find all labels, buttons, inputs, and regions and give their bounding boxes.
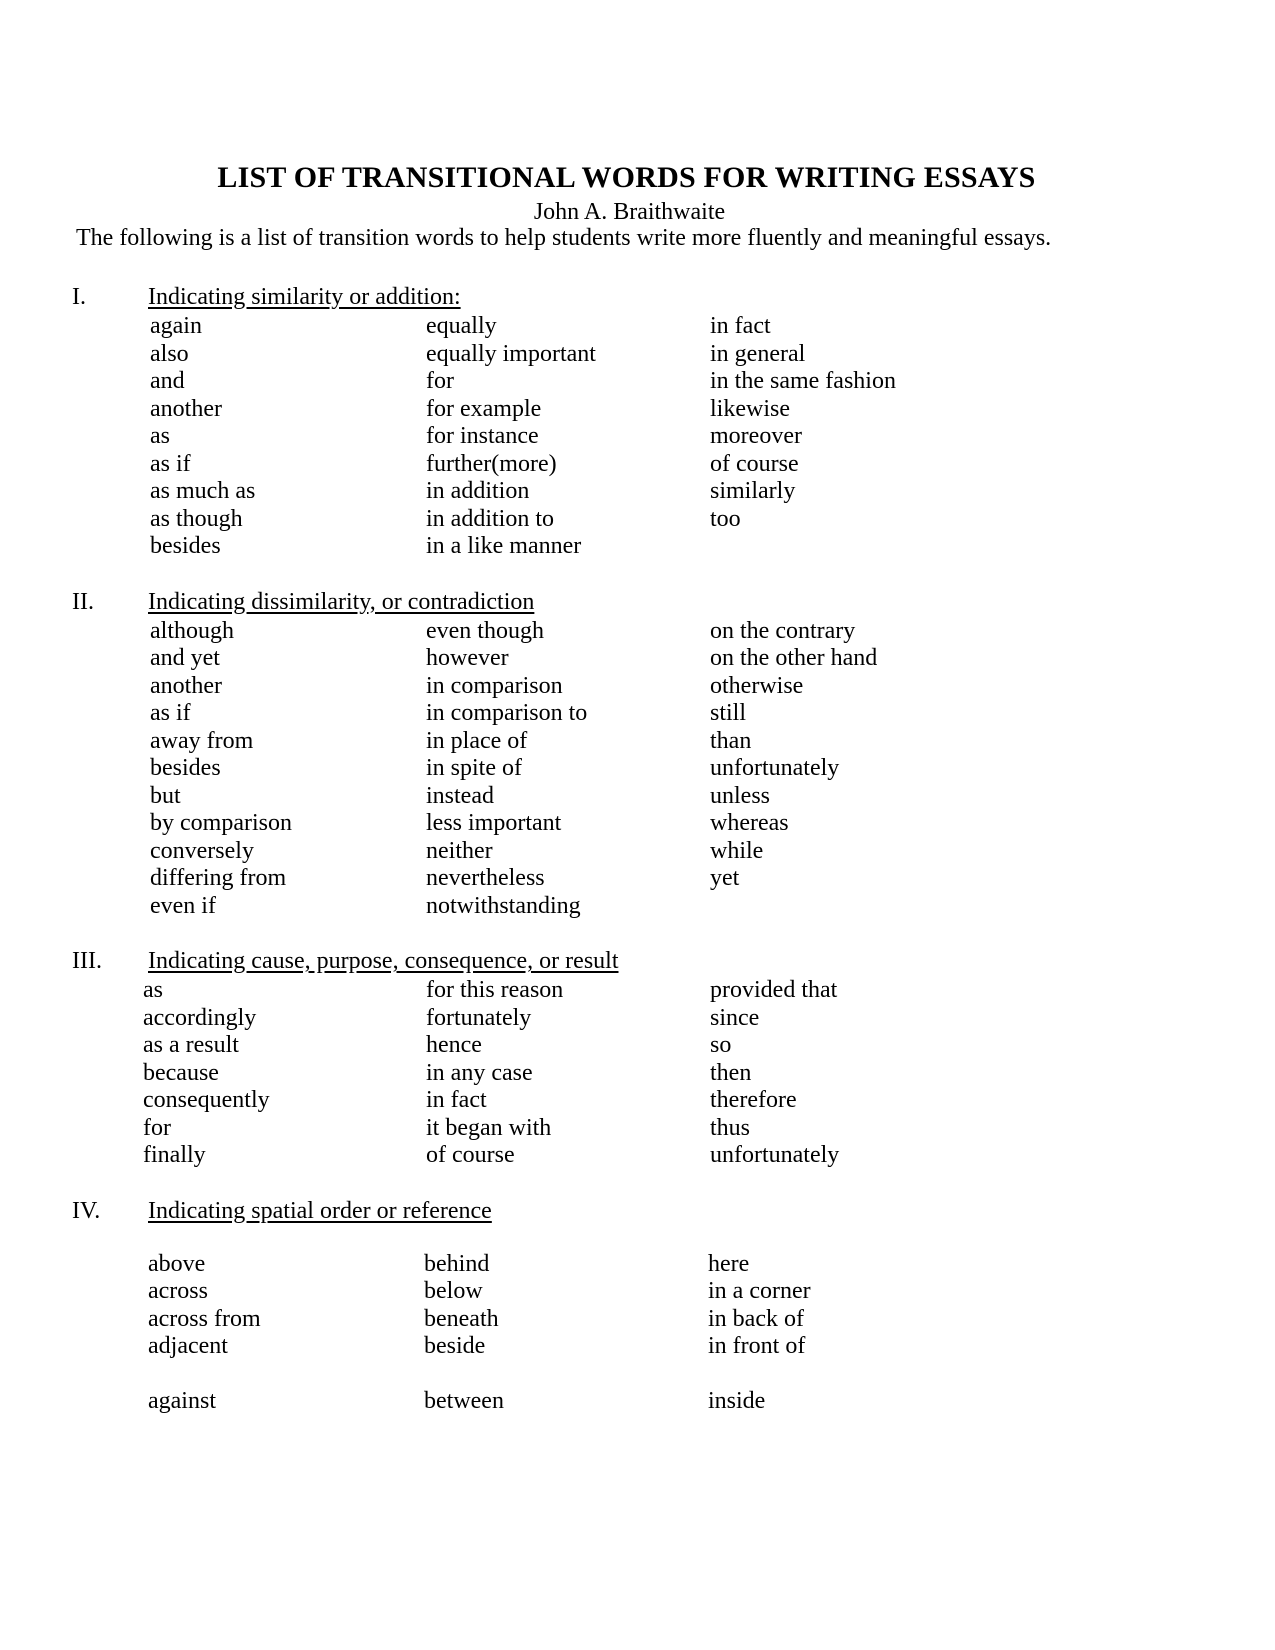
transition-word: too [710, 505, 741, 532]
transition-word: across from [148, 1305, 261, 1332]
word-row [0, 1278, 1275, 1306]
transition-word: again [150, 313, 202, 339]
transition-word: because [143, 1059, 219, 1086]
transition-word: in addition [426, 478, 530, 504]
transition-word: against [148, 1388, 216, 1414]
transition-word: for instance [426, 423, 539, 449]
sections-container [0, 282, 1275, 1442]
transition-word: finally [143, 1142, 206, 1168]
transition-word: below [424, 1278, 483, 1304]
word-row [0, 423, 1275, 451]
transition-word: although [150, 617, 234, 644]
section-iv [0, 1196, 1275, 1416]
transition-word: unfortunately [710, 1142, 840, 1168]
transition-word: away from [150, 727, 254, 754]
section-i [0, 282, 1275, 561]
transition-word: it began with [426, 1114, 552, 1141]
section-iii [0, 946, 1275, 1170]
section-numeral: III. [72, 948, 102, 974]
transition-word: in comparison [426, 672, 563, 699]
word-row [0, 1087, 1275, 1115]
word-row [0, 783, 1275, 811]
transition-word: instead [426, 782, 494, 809]
section-heading: Indicating cause, purpose, consequence, or result [148, 948, 619, 974]
word-row [0, 728, 1275, 756]
section-numeral: II. [72, 588, 94, 615]
transition-word: as though [150, 505, 243, 532]
transition-word: in comparison to [426, 700, 588, 726]
transition-word: for this reason [426, 977, 564, 1003]
transition-word: therefore [710, 1087, 797, 1113]
transition-word: otherwise [710, 672, 804, 699]
transition-word: further(more) [426, 450, 557, 477]
word-row [0, 313, 1275, 341]
transition-word: however [426, 645, 509, 671]
transition-word: in place of [426, 727, 528, 754]
transition-word: behind [424, 1250, 490, 1277]
transition-word: even though [426, 617, 544, 644]
word-rows [0, 1251, 1275, 1416]
word-row [0, 1306, 1275, 1334]
word-row [0, 1060, 1275, 1088]
word-row [0, 368, 1275, 396]
transition-word: unfortunately [710, 755, 840, 781]
section-heading: Indicating spatial order or reference [148, 1197, 492, 1224]
transition-word: in back of [708, 1305, 804, 1332]
section-ii [0, 587, 1275, 921]
section-heading-row [0, 587, 1275, 617]
word-row [0, 838, 1275, 866]
word-row [0, 645, 1275, 673]
transition-word: similarly [710, 478, 796, 504]
transition-word: unless [710, 782, 770, 809]
document-author: John A. Braithwaite [533, 199, 726, 225]
word-row [0, 673, 1275, 701]
word-rows [0, 977, 1275, 1170]
transition-word: inside [708, 1388, 766, 1414]
transition-word: in fact [426, 1087, 487, 1113]
transition-word: so [710, 1032, 732, 1058]
transition-word: also [150, 340, 189, 367]
transition-word: of course [710, 450, 799, 477]
section-heading-row [0, 946, 1275, 976]
transition-word: likewise [710, 395, 790, 422]
transition-word: notwithstanding [426, 892, 581, 919]
transition-word: between [424, 1388, 504, 1414]
transition-word: in fact [710, 313, 771, 339]
transition-word: whereas [710, 810, 789, 836]
transition-word: besides [150, 755, 221, 781]
transition-word: fortunately [426, 1004, 532, 1031]
transition-word: in any case [426, 1059, 533, 1086]
transition-word: on the other hand [710, 645, 878, 671]
transition-word: for [143, 1114, 171, 1141]
section-heading: Indicating similarity or addition: [148, 284, 461, 310]
transition-word: in addition to [426, 505, 554, 532]
transition-word: of course [426, 1142, 515, 1168]
page-title: LIST OF TRANSITIONAL WORDS FOR WRITING ESSAYS [217, 161, 1036, 194]
transition-word: as [150, 423, 170, 449]
section-heading: Indicating dissimilarity, or contradiction [148, 588, 535, 615]
word-row [0, 1005, 1275, 1033]
transition-word: nevertheless [426, 865, 545, 891]
transition-word: in a like manner [426, 533, 582, 559]
transition-word: here [708, 1250, 750, 1277]
transition-word: above [148, 1250, 206, 1277]
document-header [0, 160, 1275, 251]
transition-word: as much as [150, 478, 256, 504]
section-numeral: I. [72, 284, 86, 310]
word-row-spacer [0, 1361, 1275, 1389]
transition-word: consequently [143, 1087, 270, 1113]
transition-word: yet [710, 865, 740, 891]
transition-word: moreover [710, 423, 802, 449]
transition-word: equally important [426, 340, 596, 367]
document-intro-text: The following is a list of transition words to help students write more fluently and meaningful essays. [76, 225, 1052, 251]
transition-word: in general [710, 340, 806, 367]
section-heading-row [0, 1196, 1275, 1226]
transition-word: as if [150, 450, 191, 477]
word-row [0, 1333, 1275, 1361]
word-row [0, 810, 1275, 838]
transition-word: across [148, 1278, 208, 1304]
transition-word: even if [150, 892, 216, 919]
transition-word: provided that [710, 977, 838, 1003]
transition-word: beside [424, 1333, 486, 1359]
transition-word: as [143, 977, 163, 1003]
transition-word: while [710, 837, 764, 864]
word-row [0, 977, 1275, 1005]
transition-word: accordingly [143, 1004, 257, 1031]
word-row [0, 1251, 1275, 1279]
word-row [0, 865, 1275, 893]
transition-word: then [710, 1059, 752, 1086]
transition-word: another [150, 672, 222, 699]
word-row [0, 1032, 1275, 1060]
transition-word: for [426, 368, 454, 394]
transition-word: and yet [150, 645, 220, 671]
word-row [0, 478, 1275, 506]
section-numeral: IV. [72, 1197, 101, 1224]
transition-word: on the contrary [710, 617, 856, 644]
transition-word: since [710, 1004, 760, 1031]
word-row [0, 396, 1275, 424]
transition-word: adjacent [148, 1333, 228, 1359]
transition-word: but [150, 782, 181, 809]
word-row [0, 533, 1275, 561]
word-row [0, 1115, 1275, 1143]
transition-word: less important [426, 810, 562, 836]
transition-word: in a corner [708, 1278, 811, 1304]
word-row [0, 700, 1275, 728]
transition-word: and [150, 368, 185, 394]
transition-word: by comparison [150, 810, 292, 836]
word-rows [0, 618, 1275, 921]
word-row [0, 451, 1275, 479]
transition-word: beneath [424, 1305, 499, 1332]
transition-word: neither [426, 837, 493, 864]
word-row [0, 1388, 1275, 1416]
transition-word: another [150, 395, 222, 422]
transition-word: thus [710, 1114, 751, 1141]
transition-word: as a result [143, 1032, 239, 1058]
word-rows [0, 313, 1275, 561]
word-row [0, 893, 1275, 921]
transition-word: equally [426, 313, 497, 339]
section-heading-row [0, 282, 1275, 312]
transition-word: hence [426, 1032, 482, 1058]
transition-word: as if [150, 700, 191, 726]
word-row [0, 506, 1275, 534]
transition-word: conversely [150, 837, 254, 864]
transition-word: in spite of [426, 755, 522, 781]
transition-word: in the same fashion [710, 368, 896, 394]
transition-word: besides [150, 533, 221, 559]
word-row [0, 1142, 1275, 1170]
word-row [0, 755, 1275, 783]
transition-word: differing from [150, 865, 287, 891]
transition-word: than [710, 727, 752, 754]
transition-word: still [710, 700, 747, 726]
word-row [0, 618, 1275, 646]
transition-word: for example [426, 395, 542, 422]
section-heading-gap [0, 1226, 1275, 1250]
word-row [0, 341, 1275, 369]
transition-word: in front of [708, 1333, 806, 1359]
